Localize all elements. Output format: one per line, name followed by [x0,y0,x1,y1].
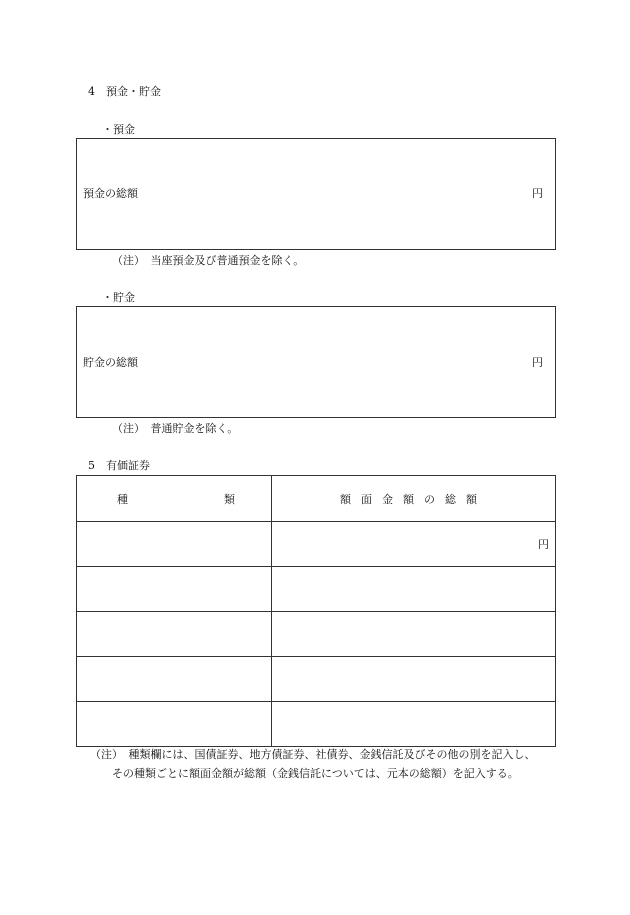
total-cell[interactable] [272,522,556,567]
securities-note-line-2: その種類ごとに額面金額が総額（金銭信託については、元本の総額）を記入する。 [112,767,519,780]
total-cell[interactable] [272,612,556,657]
kind-cell[interactable] [77,612,272,657]
header-kind [77,476,272,522]
table-row [77,657,556,702]
kind-cell[interactable] [77,657,272,702]
kind-cell[interactable] [77,522,272,567]
savings-label: ・貯金 [102,291,135,304]
table-row [77,522,556,567]
savings-box[interactable] [76,306,556,418]
total-cell[interactable] [272,702,556,747]
savings-total-label: 貯金の総額 [83,356,138,369]
kind-cell[interactable] [77,702,272,747]
total-cell[interactable] [272,657,556,702]
table-row [77,702,556,747]
total-cell[interactable] [272,567,556,612]
securities-note-line-1: （注） 種類欄には、国債証券、地方債証券、社債券、金銭信託及びその他の別を記入し、 [90,748,536,761]
deposit-label: ・預金 [102,123,135,136]
deposit-total-label: 預金の総額 [83,187,138,200]
section4-title: 4 預金・貯金 [88,85,161,98]
table-row [77,567,556,612]
section5-title: 5 有価証券 [88,459,150,472]
deposit-box[interactable] [76,138,556,250]
header-face-value-total: 額面金額の総額 [272,476,556,522]
savings-yen-unit: 円 [532,356,543,369]
table-row [77,612,556,657]
table-header-row [77,476,556,522]
header-kind-char-1: 種 [117,492,128,506]
deposit-yen-unit: 円 [532,187,543,200]
kind-cell[interactable] [77,567,272,612]
header-kind-char-2: 類 [224,492,235,506]
yen-unit: 円 [538,538,549,551]
securities-table [76,475,556,747]
deposit-note: （注） 当座預金及び普通預金を除く。 [112,254,305,267]
savings-note: （注） 普通貯金を除く。 [112,422,239,435]
